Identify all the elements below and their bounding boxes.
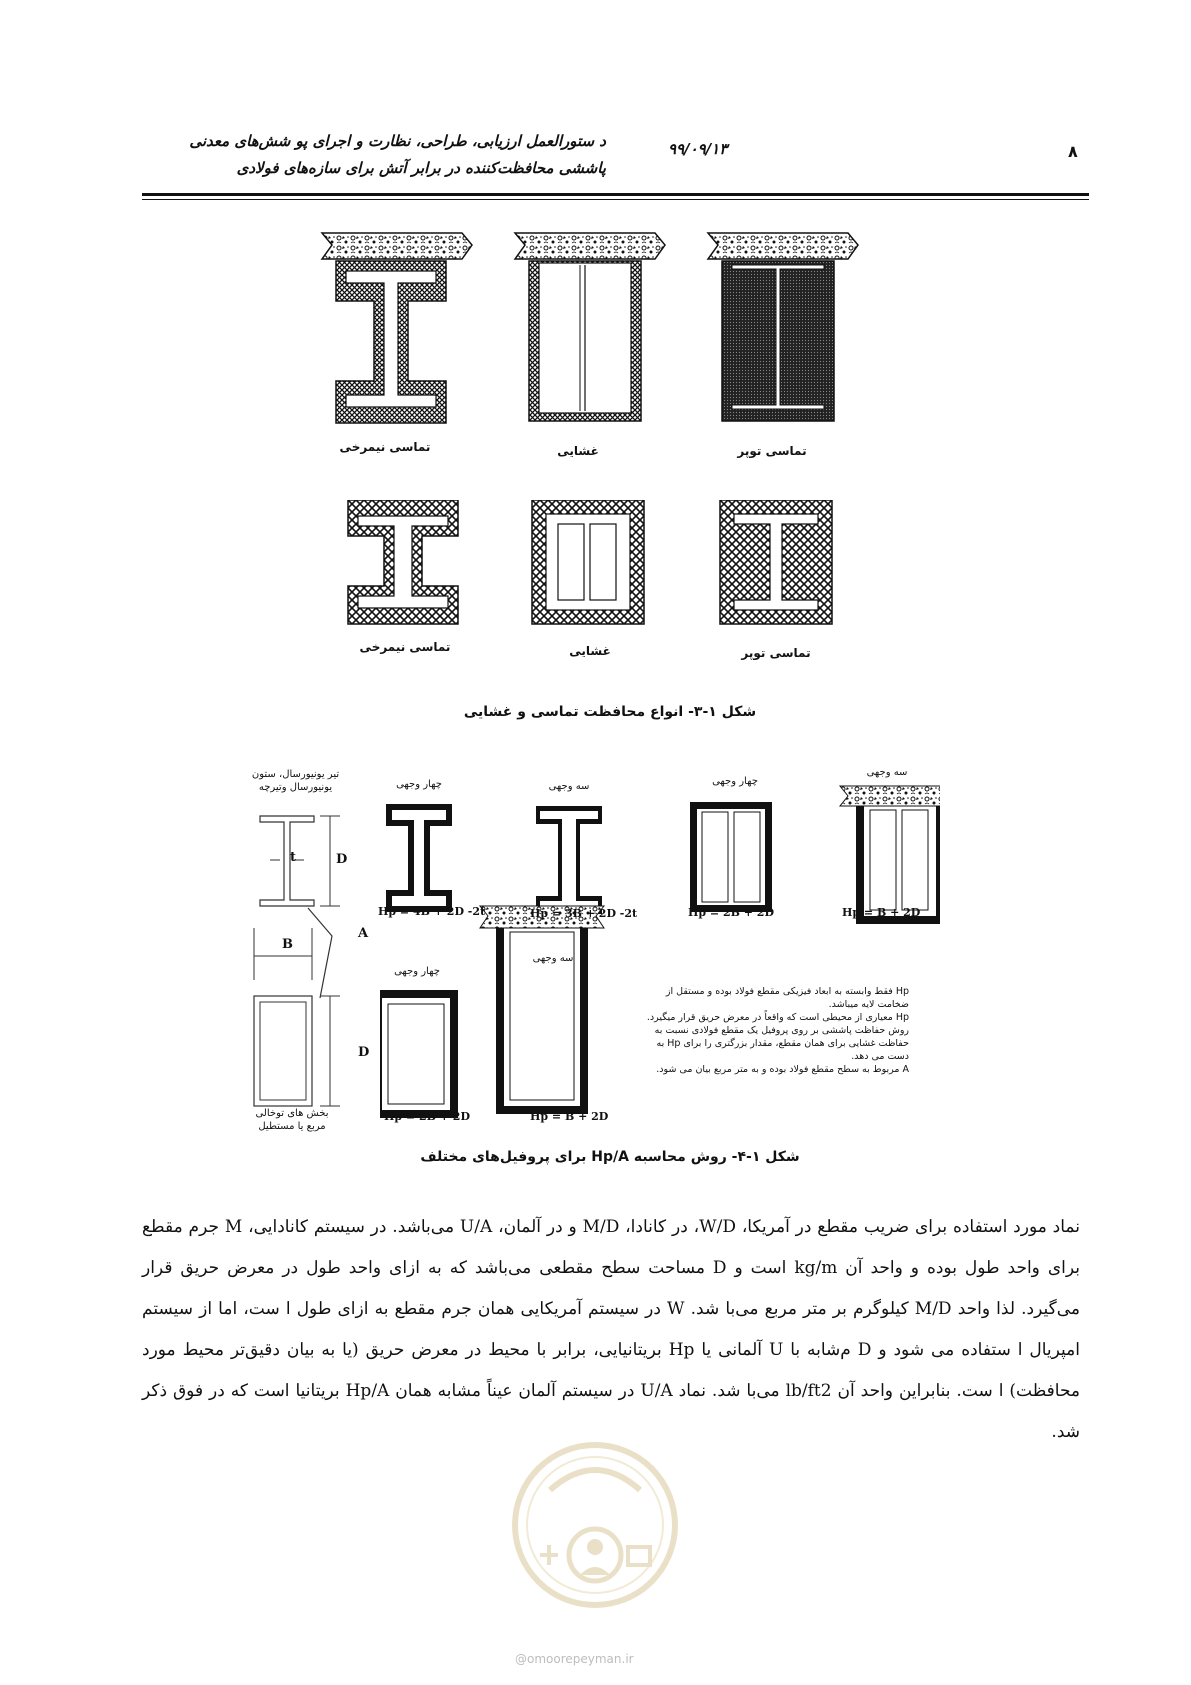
watermark-text: @omoorepeyman.ir (515, 1652, 634, 1666)
fig3-label-3: تماسی توپر (737, 444, 807, 458)
fig4-bottom-label-2: سه وجهی (532, 953, 574, 964)
box-three-sided (840, 786, 940, 924)
watermark-logo-icon (510, 1425, 680, 1635)
dim-D2: D (358, 1045, 370, 1060)
fig4-left-bottom-label: بخش های توخالی مربع یا مستطیل (255, 1108, 329, 1132)
fig3-label-1: تماسی نیمرخی (339, 440, 431, 454)
membrane-diagram (515, 233, 665, 421)
fig3-label-4: تماسی نیمرخی (359, 640, 451, 654)
fig4-formula-2: Hp = 3B + 2D -2t (530, 907, 638, 920)
fig4-left-top-label: تیر یونیورسال، ستون یونیورسال وتیرچه (251, 769, 340, 793)
fig4-top-label-1: چهار وجهی (396, 779, 442, 790)
fig4-formula-3: Hp = 2B + 2D (688, 906, 774, 919)
figure-3-caption: شکل ۱-۳- انواع محافظت تماسی و غشایی (463, 704, 757, 720)
body-text: نماد مورد استفاده برای ضریب مقطع در آمریکا، W/D، در کانادا، M/D و در آلمان، U/A می‌باشد. در سیستم کانادایی، M جرم مقطع برای واحد طول بوده و واحد آن kg/m است و D مساحت سطح مقطعی می‌باشد که به ازای واحد طول در معرض حریق قرار می‌گیرد. لذا واحد M/D کیلوگرم بر متر مربع می‌با شد. W در سیستم آمریکایی همان جرم مقطع به ازای طول ا ست، اما از سیستم امپریال ا ستفاده می شود و D م‌شابه با U آلمانی یا Hp بریتانیایی، برابر با محیط در معرض حریق (یا به بیان دقیق‌تر محیط مورد محافظت) ا ست. بنابراین واحد آن lb/ft2 می‌با شد. نماد U/A در سیستم آلمان عیناً مشابه همان Hp/A بریتانیا است که در فوق ذکر شد. (142, 1217, 1081, 1442)
figure-3-row1 (300, 225, 900, 425)
fig4-note-3: روش حفاظت پاششی بر روی پروفیل یک مقطع فولادی نسبت به حفاظت غشایی برای همان مقطع، مقدار بزرگتری را برای Hp به دست می دهد. (654, 1025, 909, 1062)
hollow-four-sided (380, 990, 458, 1118)
figure-4-dimension-drawing (250, 808, 390, 1128)
figure-4-caption: شکل ۱-۴- روش محاسبه Hp/A برای پروفیل‌های مختلف (420, 1149, 800, 1165)
contact-profile-diagram-2 (348, 500, 458, 624)
document-date: ۹۹/۰۹/۱۳ (668, 140, 728, 158)
fig4-top-label-3: چهار وجهی (712, 776, 758, 787)
fig4-formula-4: Hp = B + 2D (842, 906, 921, 919)
header-rule-thin (142, 199, 1089, 200)
fig4-note-1: Hp فقط وابسته به ابعاد فیزیکی مقطع فولاد بوده و مستقل از ضخامت لایه میباشد. (665, 986, 909, 1010)
fig4-formula-5: Hp = 2B + 2D (384, 1110, 470, 1123)
dim-B: B (282, 937, 293, 952)
dim-A: A (358, 926, 369, 941)
header-rule (142, 193, 1089, 196)
fig3-label-5: غشایی (569, 644, 611, 658)
dim-D: D (336, 852, 348, 867)
contact-profile-diagram (322, 233, 472, 423)
fig4-formula-1: Hp = 4B + 2D -2t (378, 905, 486, 918)
solid-diagram (708, 233, 858, 421)
i-beam-four-sided (386, 804, 452, 912)
fig4-note-2: Hp معیاری از محیطی است که واقعاً در معرض حریق قرار میگیرد. (646, 1012, 909, 1023)
membrane-diagram-2 (532, 500, 644, 624)
fig4-notes (644, 985, 909, 1076)
page-number: ۸ (1068, 142, 1078, 161)
document-title (136, 128, 606, 182)
document-title-line1: د ستورالعمل ارزیابی، طراحی، نظارت و اجرای پو شش‌های معدنی (189, 132, 606, 150)
fig3-label-2: غشایی (557, 444, 599, 458)
document-title-line2: پاششی محافظت‌کننده در برابر آتش برای سازه‌های فولادی (236, 159, 606, 177)
body-paragraph (142, 1207, 1080, 1453)
solid-diagram-2 (720, 500, 832, 624)
dim-t: t (290, 850, 297, 865)
hollow-three-sided (480, 906, 604, 1114)
fig4-top-label-2: سه وجهی (548, 781, 590, 792)
fig4-bottom-label-1: چهار وجهی (394, 966, 440, 977)
figure-3-row2 (300, 500, 900, 650)
fig4-note-4: A مربوط به سطح مقطع فولاد بوده و به متر مربع بیان می شود. (656, 1064, 909, 1075)
i-beam-three-sided (536, 806, 602, 914)
fig4-top-label-4: سه وجهی (866, 767, 908, 778)
fig3-label-6: تماسی توپر (741, 646, 811, 660)
fig4-formula-6: Hp = B + 2D (530, 1110, 609, 1123)
box-four-sided (690, 802, 772, 912)
